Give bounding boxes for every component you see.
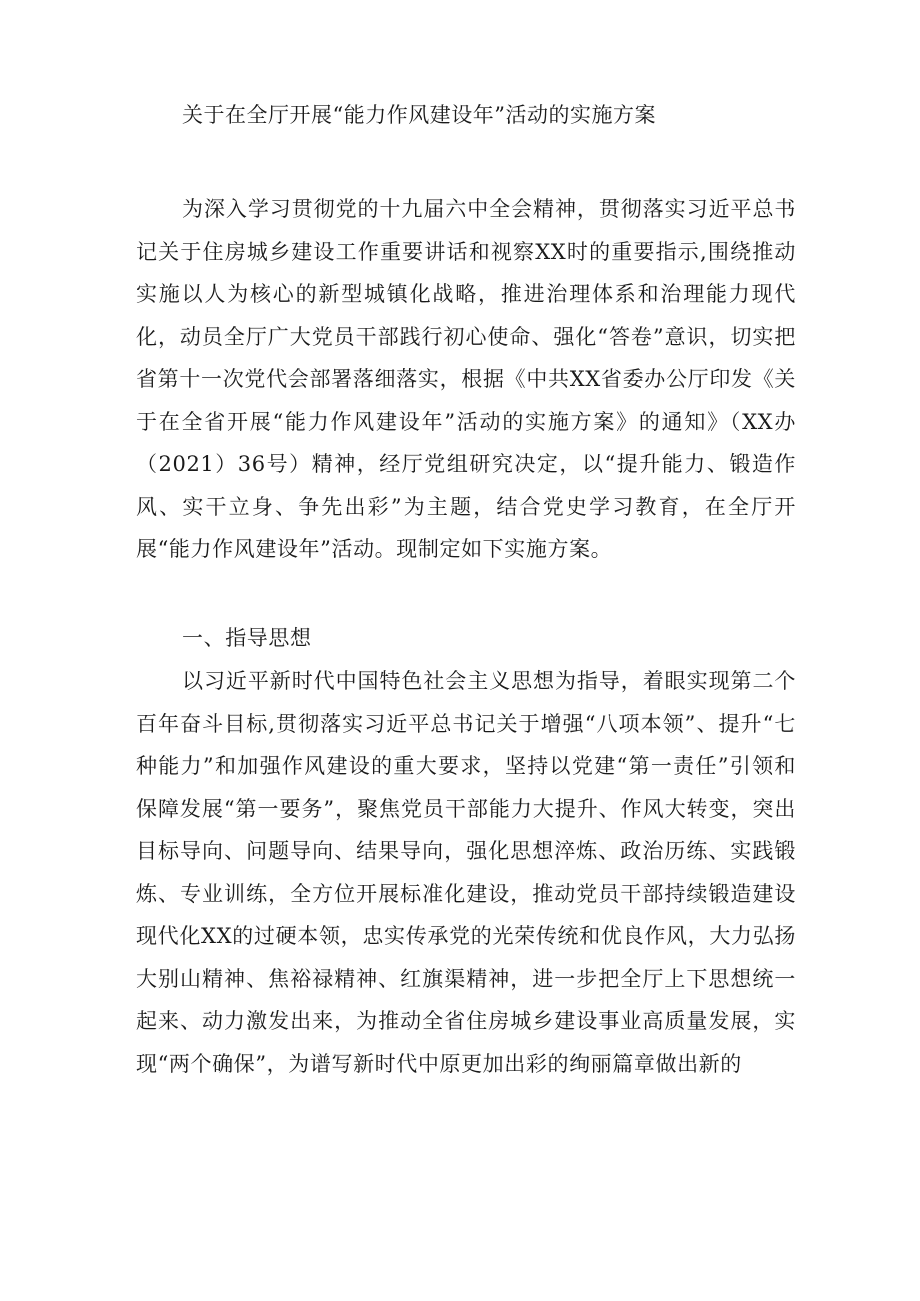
section-heading-guiding-ideology: 一、指导思想 bbox=[182, 626, 312, 650]
guiding-ideology-paragraph: 以习近平新时代中国特色社会主义思想为指导，着眼实现第二个百年奋斗目标,贯彻落实习近平总书记关于增强“八项本领”、提升“七种能力”和加强作风建设的重大要求，坚持以党建“第一责任”引领和保障发展“第一要务”，聚焦党员干部能力大提升、作风大转变，突出目标导向、问题导向、结果导向，强化思想淬炼、政治历练、实践锻炼、专业训练，全方位开展标准化建设，推动党员干部持续锻造建设现代化XX的过硬本领，忠实传承党的光荣传统和优良作风，大力弘扬大别山精神、焦裕禄精神、红旗渠精神，进一步把全厅上下思想统一起来、动力激发出来，为推动全省住房城乡建设事业高质量发展，实现“两个确保”，为谱写新时代中原更加出彩的绚丽篇章做出新的 bbox=[136, 669, 796, 1076]
intro-paragraph: 为深入学习贯彻党的十九届六中全会精神，贯彻落实习近平总书记关于住房城乡建设工作重要讲话和视察XX时的重要指示,围绕推动实施以人为核心的新型城镇化战略，推进治理体系和治理能力现代化，动员全厅广大党员干部践行初心使命、强化“答卷”意识，切实把省第十一次党代会部署落细落实，根据《中共XX省委办公厅印发《关于在全省开展“能力作风建设年”活动的实施方案》的通知》（XX办（2021）36号）精神，经厅党组研究决定，以“提升能力、锻造作风、实干立身、争先出彩”为主题，结合党史学习教育，在全厅开展“能力作风建设年”活动。现制定如下实施方案。 bbox=[136, 197, 796, 561]
document-title: 关于在全厅开展“能力作风建设年”活动的实施方案 bbox=[182, 103, 656, 127]
